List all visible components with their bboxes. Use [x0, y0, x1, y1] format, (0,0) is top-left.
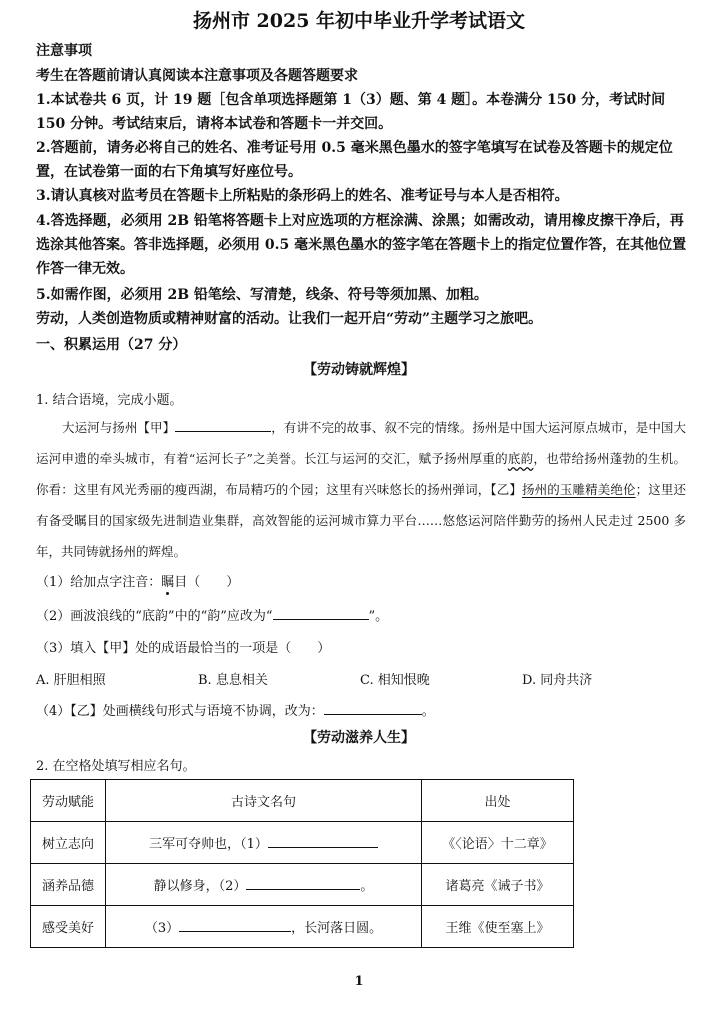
row-quote [106, 822, 422, 864]
header-category: 劳动赋能 [31, 780, 106, 822]
notice-item-5: 5.如需作图，必须用 2B 铅笔绘、写清楚，线条、符号等须加黑、加粗。 [36, 287, 488, 303]
question-1-stem: 1. 结合语境，完成小题。 [36, 393, 183, 408]
banner-labor-life: 【劳动滋养人生】 [303, 730, 415, 746]
blank-jia[interactable] [175, 417, 271, 432]
blank-poem-1[interactable] [268, 833, 378, 848]
banner-labor-glory: 【劳动铸就辉煌】 [303, 362, 415, 378]
table-header-row [31, 780, 574, 822]
notice-item-4: 4.答选择题，必须用 2B 铅笔将答题卡上对应选项的方框涂满、涂黑；如需改动，请用橡皮擦干净后，再选涂其他答案。答非选择题，必须用 0.5 毫米黑色墨水的签字笔在答题卡上的指定位置作答，在其他位置作答一律无效。 [36, 213, 687, 277]
quote-prefix: 静以修身，（2） [153, 879, 247, 894]
sub-question-1-text: （1）给加点字注音： [36, 575, 162, 590]
table-row [31, 822, 574, 864]
page-title: 扬州市 2025 年初中毕业升学考试语文 [192, 10, 526, 32]
header-quote: 古诗文名句 [106, 780, 422, 822]
passage-part-a: 大运河与扬州【甲】 [62, 420, 176, 435]
row-source: 《〈论语〉十二章》 [422, 822, 574, 864]
row-source: 诸葛亮《诫子书》 [422, 864, 574, 906]
sub-question-4-text: （4）【乙】处画横线句形式与语境不协调，改为： [36, 704, 324, 719]
passage-part-b: ，有讲不完的故事、叙不完的情缘。扬州是中国大运河原点城市，是中国大运河申遗的牵头城市，有着“运河长子”之美誉。长江与运河的交汇，赋予扬州厚重的 [36, 420, 686, 466]
row-source: 王维《使至塞上》 [422, 906, 574, 948]
row-quote [106, 864, 422, 906]
row-category: 感受美好 [31, 906, 106, 948]
table-row [31, 864, 574, 906]
notice-item-3: 3.请认真核对监考员在答题卡上所粘贴的条形码上的姓名、准考证号与本人是否相符。 [36, 188, 569, 204]
row-category: 树立志向 [31, 822, 106, 864]
notice-item-1: 1.本试卷共 6 页，计 19 题［包含单项选择题第 1（3）题、第 4 题］。本卷满分 150 分，考试时间 150 分钟。考试结束后，请将本试卷和答题卡一并交回。 [36, 92, 666, 132]
quote-prefix: （3） [144, 921, 180, 936]
page-number: 1 [354, 974, 364, 989]
header-source: 出处 [422, 780, 574, 822]
theme-intro: 劳动，人类创造物质或精神财富的活动。让我们一起开启“劳动”主题学习之旅吧。 [36, 311, 543, 327]
dotted-character: 瞩 [161, 575, 175, 590]
quote-suffix: ，长河落日圆。 [291, 921, 383, 936]
row-category: 涵养品德 [31, 864, 106, 906]
sub-question-4 [36, 700, 435, 719]
sub-question-2-text: （2）画波浪线的“底韵”中的“韵”应改为“ [36, 609, 273, 624]
row-quote [106, 906, 422, 948]
underlined-sentence: 扬州的玉雕精美绝伦 [522, 482, 636, 497]
table-row [31, 906, 574, 948]
notice-heading: 注意事项 [36, 43, 92, 59]
sub-question-1 [36, 571, 239, 590]
option-c[interactable]: C. 相知恨晚 [360, 673, 430, 688]
section-heading: 一、积累运用（27 分） [36, 337, 187, 353]
question-2-stem: 2. 在空格处填写相应名句。 [36, 759, 196, 774]
option-d[interactable]: D. 同舟共济 [522, 673, 593, 688]
notice-item-2: 2.答题前，请务必将自己的姓名、准考证号用 0.5 毫米黑色墨水的签字笔填写在试卷及答题卡的规定位置，在试卷第一面的右下角填写好座位号。 [36, 140, 673, 180]
sub-question-2-tail: ”。 [368, 609, 389, 624]
notice-intro: 考生在答题前请认真阅读本注意事项及各题答题要求 [36, 68, 358, 84]
reading-passage [36, 412, 686, 567]
passage-part-d: ；这里还有备受瞩目的国家级先进制造业集群，高效智能的运河城市算力平台……悠悠运河陪伴勤劳的扬州人民走过 2500 多年，共同铸就扬州的辉煌。 [36, 482, 686, 559]
sub-question-2 [36, 605, 388, 624]
blank-rhyme-fix[interactable] [273, 605, 369, 620]
sub-question-4-tail: 。 [421, 704, 435, 719]
option-a[interactable]: A. 肝胆相照 [36, 673, 106, 688]
sub-question-1-answer: 目（ ） [174, 575, 240, 590]
option-b[interactable]: B. 息息相关 [198, 673, 268, 688]
wavy-underlined-word: 底韵 [507, 451, 534, 466]
poem-table [30, 779, 574, 948]
sub-question-3: （3）填入【甲】处的成语最恰当的一项是（ ） [36, 641, 331, 656]
quote-prefix: 三军可夺帅也，（1） [149, 837, 268, 852]
blank-poem-2[interactable] [246, 875, 360, 890]
blank-revise-sentence[interactable] [324, 700, 422, 715]
passage-part-c: ，也带给扬州蓬勃的生机。你看：这里有风光秀丽的瘦西湖，布局精巧的个园；这里有兴味悠长的扬州弹词，【乙】 [36, 451, 686, 497]
quote-suffix: 。 [360, 879, 374, 894]
blank-poem-3[interactable] [179, 917, 291, 932]
